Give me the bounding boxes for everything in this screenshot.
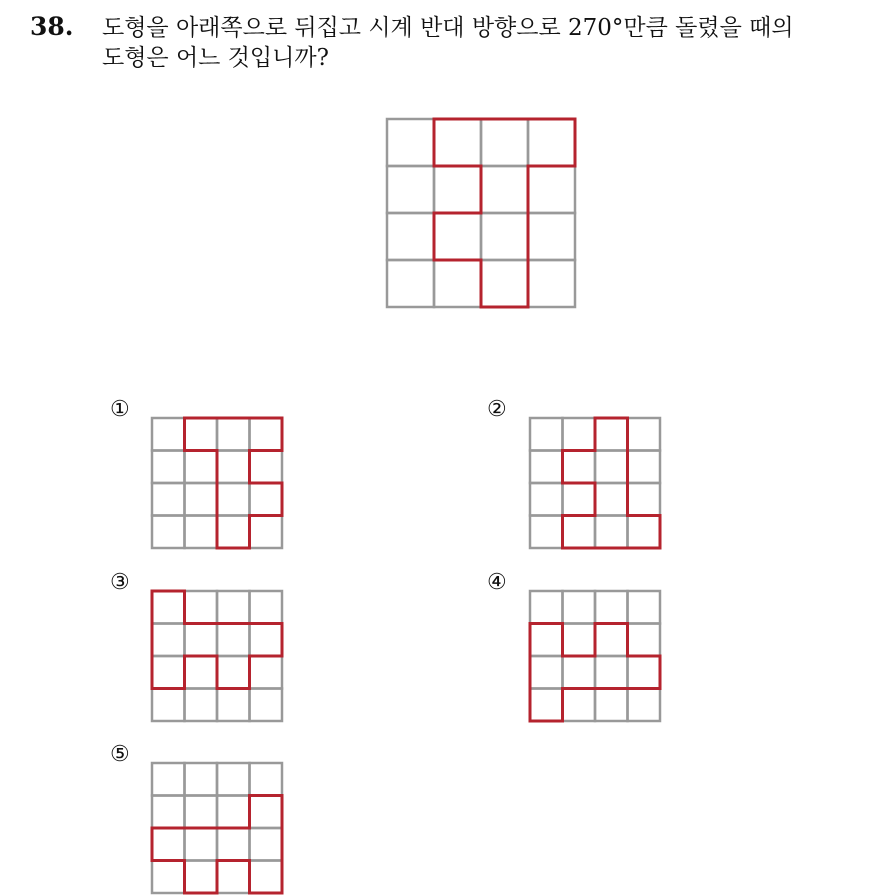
grid-cell — [528, 166, 575, 213]
grid-cell — [217, 763, 250, 796]
grid-cell — [595, 483, 628, 516]
grid-cell — [563, 516, 596, 549]
grid-cell — [185, 451, 218, 484]
grid-cell — [528, 119, 575, 166]
choice-label-4[interactable]: ④ — [487, 570, 507, 595]
grid-cell — [628, 483, 661, 516]
grid-cell — [185, 418, 218, 451]
grid-cell — [628, 451, 661, 484]
grid-cell — [563, 451, 596, 484]
question-number: 38. — [30, 12, 74, 41]
grid-cell — [387, 119, 434, 166]
grid-cell — [250, 418, 283, 451]
grid-cell — [185, 861, 218, 894]
grid-cell — [250, 516, 283, 549]
grid-cell — [152, 516, 185, 549]
grid-cell — [530, 451, 563, 484]
grid-cell — [595, 689, 628, 722]
grid-cell — [628, 516, 661, 549]
grid-cell — [528, 260, 575, 307]
grid-cell — [250, 796, 283, 829]
choice-label-1[interactable]: ① — [110, 397, 130, 422]
grid-cell — [250, 483, 283, 516]
grid-cell — [152, 451, 185, 484]
grid-cell — [185, 796, 218, 829]
grid-cell — [628, 689, 661, 722]
grid-cell — [628, 591, 661, 624]
grid-cell — [434, 166, 481, 213]
grid-cell — [152, 828, 185, 861]
grid-cell — [528, 213, 575, 260]
grid-cell — [250, 591, 283, 624]
grid-cell — [563, 591, 596, 624]
choice-figure-4[interactable] — [529, 590, 661, 722]
question — [30, 12, 870, 73]
grid-cell — [628, 656, 661, 689]
grid-cell — [563, 689, 596, 722]
grid-cell — [434, 213, 481, 260]
grid-cell — [530, 516, 563, 549]
grid-cell — [217, 516, 250, 549]
grid-cell — [185, 483, 218, 516]
grid-cell — [481, 166, 528, 213]
grid-cell — [217, 591, 250, 624]
question-line-2 — [30, 43, 870, 73]
grid-cell — [595, 624, 628, 657]
grid-cell — [152, 483, 185, 516]
grid-cell — [530, 624, 563, 657]
grid-cell — [152, 591, 185, 624]
grid-cell — [185, 828, 218, 861]
grid-cell — [481, 260, 528, 307]
grid-cell — [595, 656, 628, 689]
grid-cell — [185, 591, 218, 624]
grid-cell — [250, 451, 283, 484]
choice-figure-2[interactable] — [529, 417, 661, 549]
grid-cell — [185, 763, 218, 796]
grid-cell — [152, 656, 185, 689]
grid-cell — [563, 483, 596, 516]
grid-cell — [217, 483, 250, 516]
question-line-1 — [30, 12, 870, 43]
grid-cell — [152, 418, 185, 451]
grid-cell — [250, 828, 283, 861]
choice-figure-3[interactable] — [151, 590, 283, 722]
grid-cell — [595, 591, 628, 624]
grid-cell — [217, 861, 250, 894]
grid-cell — [217, 418, 250, 451]
grid-cell — [628, 624, 661, 657]
grid-cell — [185, 516, 218, 549]
question-text-1: 도형을 아래쪽으로 뒤집고 시계 반대 방향으로 270°만큼 돌렸을 때의 — [102, 15, 794, 41]
original-figure — [386, 118, 576, 308]
grid-cell — [563, 656, 596, 689]
grid-cell — [530, 656, 563, 689]
grid-cell — [530, 591, 563, 624]
grid-cell — [387, 260, 434, 307]
grid-cell — [563, 418, 596, 451]
grid-cell — [152, 796, 185, 829]
grid-cell — [185, 624, 218, 657]
grid-cell — [595, 418, 628, 451]
grid-cell — [217, 624, 250, 657]
grid-cell — [250, 624, 283, 657]
grid-cell — [530, 418, 563, 451]
grid-cell — [217, 828, 250, 861]
choice-figure-1[interactable] — [151, 417, 283, 549]
grid-cell — [152, 861, 185, 894]
choice-label-2[interactable]: ② — [487, 397, 507, 422]
grid-cell — [217, 796, 250, 829]
grid-cell — [152, 624, 185, 657]
grid-cell — [595, 516, 628, 549]
grid-cell — [250, 689, 283, 722]
grid-cell — [217, 451, 250, 484]
grid-cell — [217, 656, 250, 689]
grid-cell — [481, 213, 528, 260]
grid-cell — [530, 689, 563, 722]
choice-figure-5[interactable] — [151, 762, 283, 894]
grid-cell — [217, 689, 250, 722]
choice-label-3[interactable]: ③ — [110, 570, 130, 595]
grid-cell — [250, 656, 283, 689]
grid-cell — [563, 624, 596, 657]
grid-cell — [185, 656, 218, 689]
grid-cell — [434, 119, 481, 166]
grid-cell — [387, 166, 434, 213]
grid-cell — [250, 861, 283, 894]
grid-cell — [434, 260, 481, 307]
grid-cell — [387, 213, 434, 260]
grid-cell — [185, 689, 218, 722]
grid-cell — [152, 763, 185, 796]
grid-cell — [152, 689, 185, 722]
grid-cell — [481, 119, 528, 166]
grid-cell — [628, 418, 661, 451]
grid-cell — [595, 451, 628, 484]
grid-cell — [530, 483, 563, 516]
grid-cell — [250, 763, 283, 796]
choice-label-5[interactable]: ⑤ — [110, 742, 130, 767]
question-text-2: 도형은 어느 것입니까? — [102, 45, 329, 71]
